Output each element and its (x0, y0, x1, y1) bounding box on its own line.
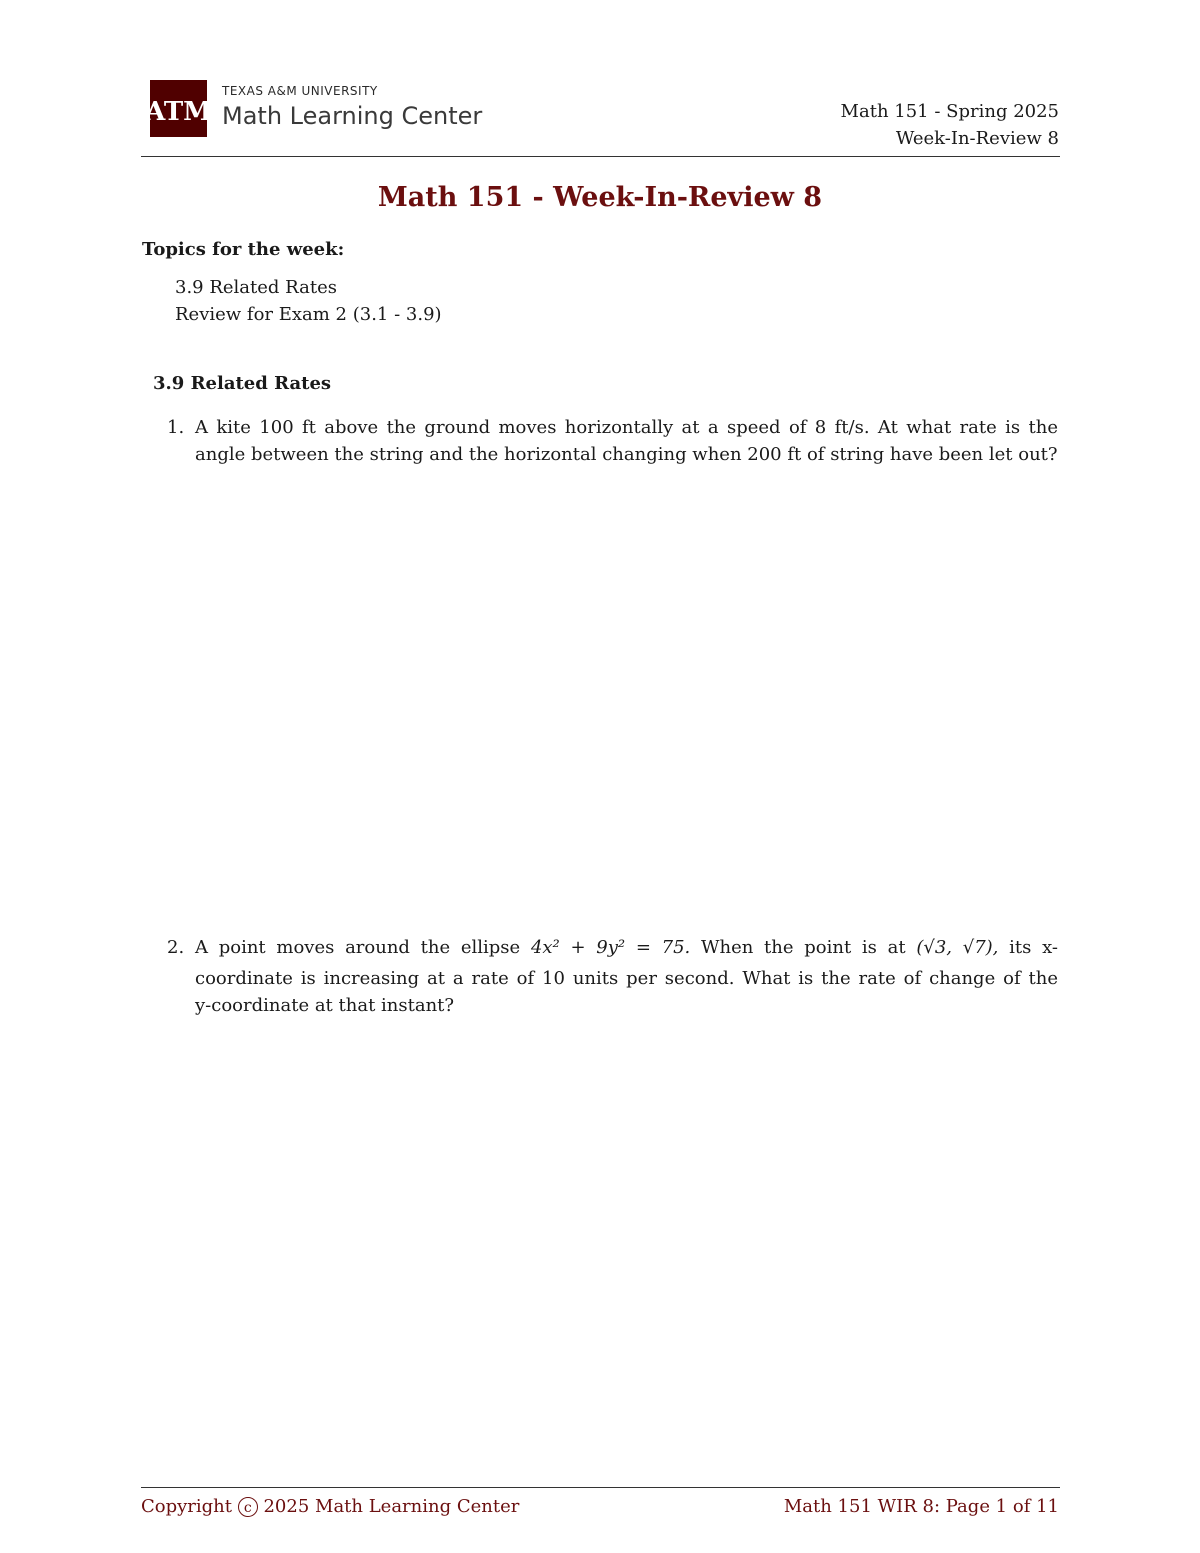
course-label: Math 151 - Spring 2025 (840, 101, 1059, 122)
week-label: Week-In-Review 8 (895, 128, 1059, 149)
problem-text (195, 930, 1058, 966)
problem-text: A kite 100 ft above the ground moves horizontally at a speed of 8 ft/s. At what rate is the (195, 417, 1058, 438)
tamu-logo (145, 80, 212, 137)
footer-copyright (141, 1496, 519, 1517)
topics-heading: Topics for the week: (142, 239, 345, 260)
problem-text: y-coordinate at that instant? (195, 995, 455, 1016)
page-title: Math 151 - Week-In-Review 8 (377, 182, 823, 213)
copyright-prefix: Copyright (141, 1496, 233, 1517)
header-rule (141, 156, 1060, 157)
problem-text: angle between the string and the horizontal changing when 200 ft of string have been let out? (195, 444, 1058, 465)
problem-text: coordinate is increasing at a rate of 10 units per second. What is the rate of change of the (195, 968, 1058, 989)
problem-number: 1. (167, 417, 185, 438)
ellipse-equation: 4x² + 9y² = 75. (530, 937, 691, 958)
topic-item: 3.9 Related Rates (175, 277, 337, 298)
problem-number: 2. (167, 937, 185, 958)
problem-text-part: its x- (1009, 937, 1059, 958)
copyright-symbol: c (238, 1497, 258, 1517)
footer-page: Math 151 WIR 8: Page 1 of 11 (783, 1496, 1059, 1517)
section-heading: 3.9 Related Rates (153, 373, 332, 394)
logo-letters: ATM (145, 97, 212, 127)
problem-text-part: A point moves around the ellipse (195, 937, 521, 958)
copyright-text: 2025 Math Learning Center (263, 1496, 520, 1517)
footer-rule (141, 1487, 1060, 1488)
topic-item: Review for Exam 2 (3.1 - 3.9) (175, 304, 442, 325)
point-coordinates: (√3, √7), (916, 937, 999, 958)
university-name: TEXAS A&M UNIVERSITY (222, 84, 378, 98)
center-name: Math Learning Center (222, 102, 483, 130)
problem-text-part: When the point is at (701, 937, 906, 958)
